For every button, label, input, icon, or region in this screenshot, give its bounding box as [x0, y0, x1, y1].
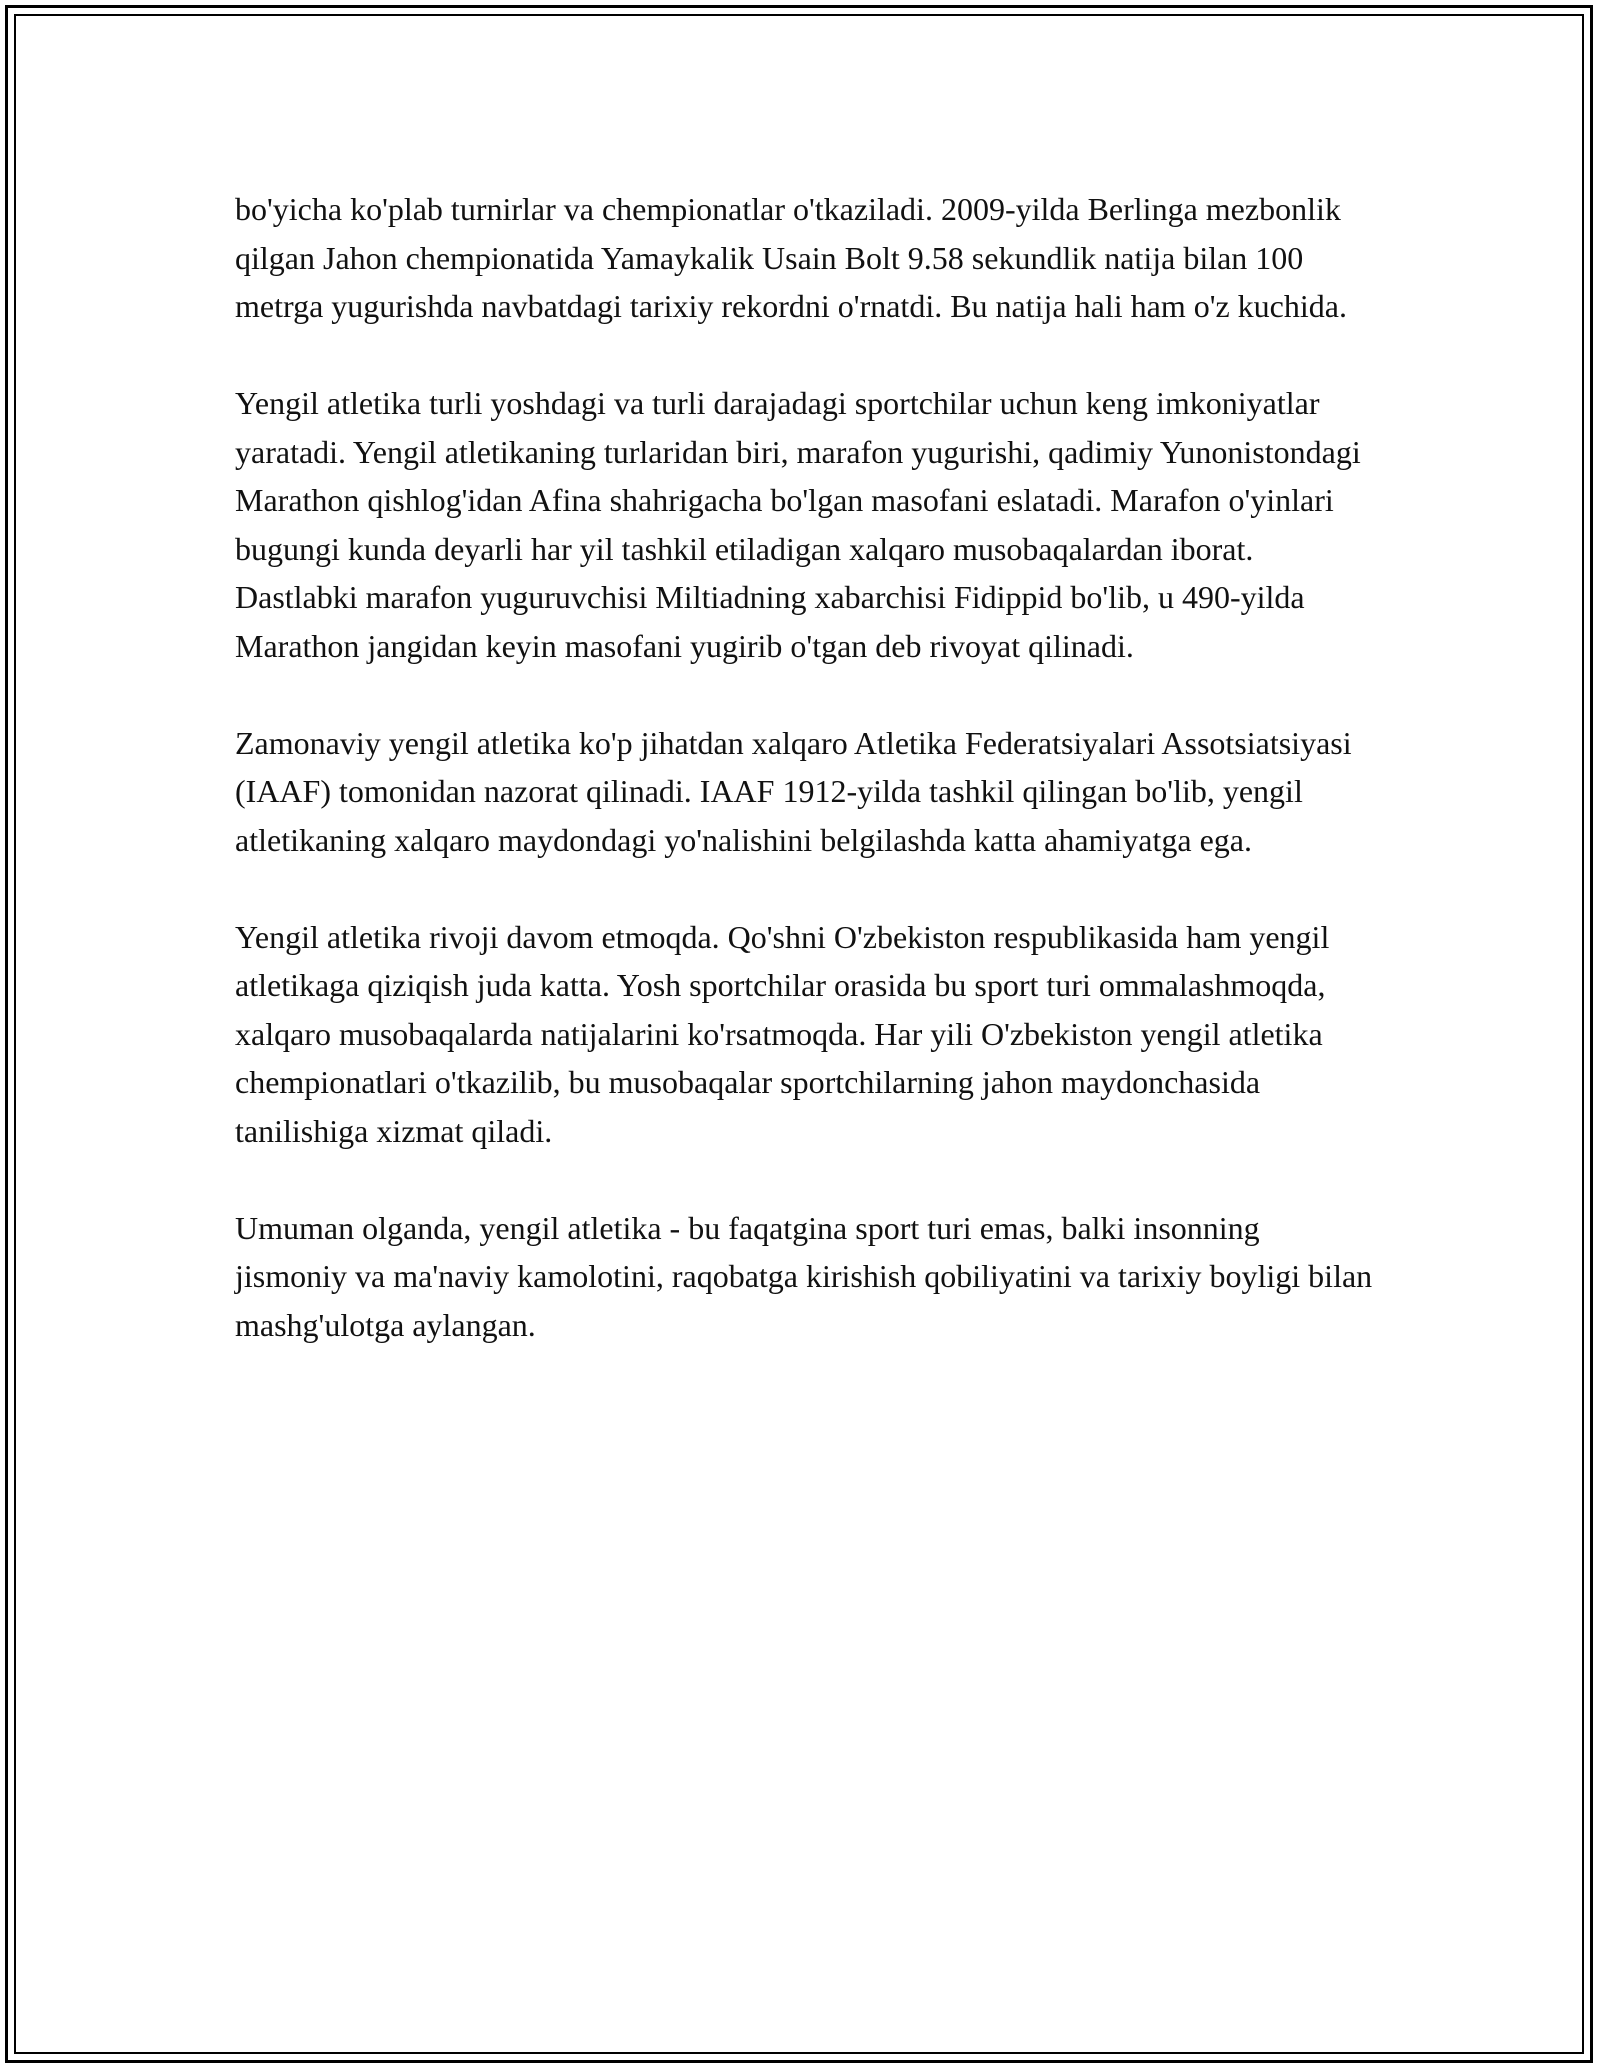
document-body: [235, 185, 1375, 1398]
paragraph-iaaf: Zamonaviy yengil atletika ko'p jihatdan xalqaro Atletika Federatsiyalari Assotsiatsiyasi (IAAF) tomonidan nazorat qilinadi. IAAF 1912-yilda tashkil qilingan bo'lib, yengil atletikaning xalqaro maydondagi yo'nalishini belgilashda katta ahamiyatga ega.: [235, 724, 1352, 858]
paragraph-conclusion: Umuman olganda, yengil atletika - bu faqatgina sport turi emas, balki insonning jismoniy va ma'naviy kamolotini, raqobatga kirishish qobiliyatini va tarixiy boyligi bilan mashg'ulotga aylangan.: [235, 1209, 1373, 1343]
paragraph-marathon: Yengil atletika turli yoshdagi va turli darajadagi sportchilar uchun keng imkoniyatlar yaratadi. Yengil atletikaning turlaridan biri, marafon yugurishi, qadimiy Yunonistondagi Marathon qishlog'idan Afina shahrigacha bo'lgan masofani eslatadi. Marafon o'yinlari bugungi kunda deyarli har yil tashkil etiladigan xalqaro musobaqalardan iborat. Dastlabki marafon yuguruvchisi Miltiadning xabarchisi Fidippid bo'lib, u 490-yilda Marathon jangidan keyin masofani yugirib o'tgan deb rivoyat qilinadi.: [235, 385, 1361, 664]
paragraph-uzbekistan: Yengil atletika rivoji davom etmoqda. Qo'shni O'zbekiston respublikasida ham yengil atletikaga qiziqish juda katta. Yosh sportchilar orasida bu sport turi ommalashmoqda, xalqaro musobaqalarda natijalarini ko'rsatmoqda. Har yili O'zbekiston yengil atletika chempionatlari o'tkazilib, bu musobaqalar sportchilarning jahon maydonchasida tanilishiga xizmat qiladi.: [235, 918, 1330, 1149]
paragraph-continuation: bo'yicha ko'plab turnirlar va chempionatlar o'tkaziladi. 2009-yilda Berlinga mezbonlik qilgan Jahon chempionatida Yamaykalik Usain Bolt 9.58 sekundlik natija bilan 100 metrga yugurishda navbatdagi tarixiy rekordni o'rnatdi. Bu natija hali ham o'z kuchida.: [235, 191, 1347, 324]
